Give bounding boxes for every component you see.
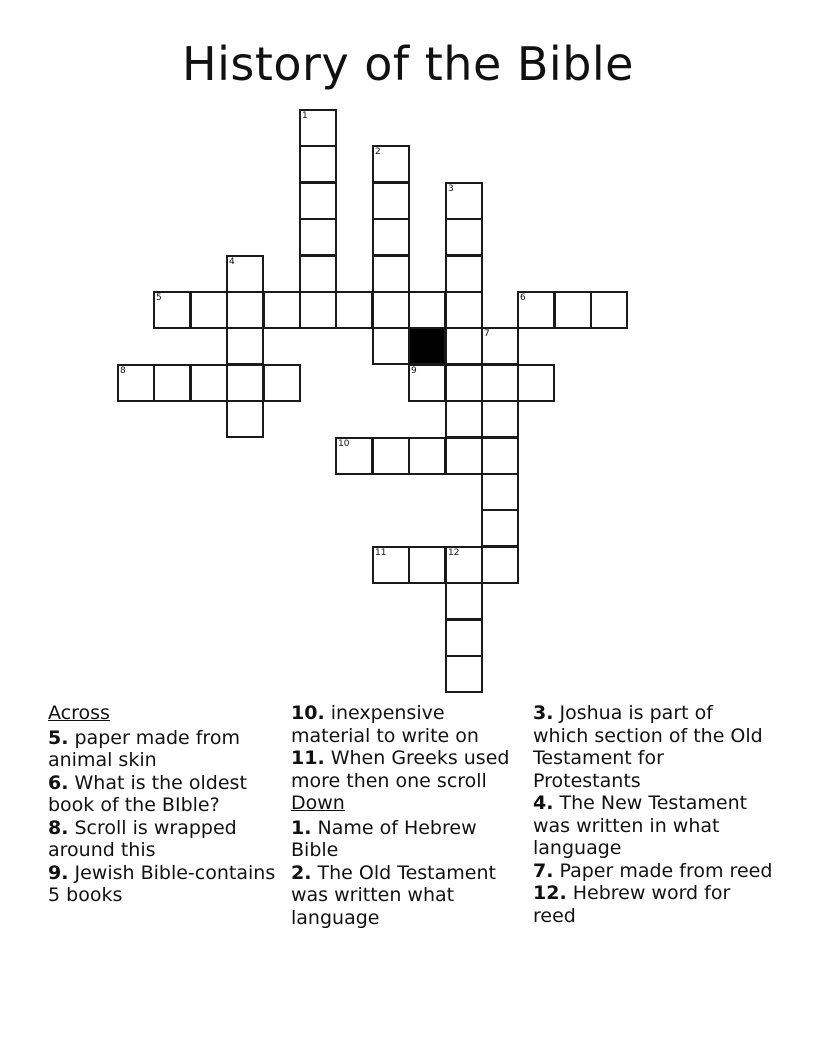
answer-cell[interactable] [517,364,555,402]
cell-number: 4 [229,257,235,267]
cell-number: 9 [411,366,417,376]
answer-cell[interactable] [372,437,410,475]
clue-across-9 [48,862,284,907]
answer-cell[interactable] [153,291,191,329]
answer-cell[interactable] [517,291,555,329]
answer-cell[interactable] [226,291,264,329]
clue-text: When Greeks used more then one scroll [291,747,510,792]
answer-cell[interactable] [372,546,410,584]
clue-number: 5. [48,726,69,749]
answer-cell[interactable] [445,291,483,329]
clue-number: 6. [48,771,69,794]
clue-down-7 [533,860,773,883]
clue-number: 10. [291,702,325,724]
clue-across-5 [48,727,284,772]
answer-cell[interactable] [408,546,446,584]
answer-cell[interactable] [226,400,264,438]
clue-number: 9. [48,861,69,884]
answer-cell[interactable] [335,437,373,475]
clue-number: 7. [533,859,554,882]
answer-cell[interactable] [190,291,228,329]
answer-cell[interactable] [554,291,592,329]
down-heading: Down [291,792,345,814]
answer-cell[interactable] [226,327,264,365]
answer-cell[interactable] [445,619,483,657]
answer-cell[interactable] [226,255,264,293]
answer-cell[interactable] [226,364,264,402]
answer-cell[interactable] [445,400,483,438]
answer-cell[interactable] [299,255,337,293]
answer-cell[interactable] [372,255,410,293]
answer-cell[interactable] [481,473,519,511]
clue-number: 2. [291,861,312,884]
answer-cell[interactable] [335,291,373,329]
clue-text: The New Testament was written in what language [533,792,748,859]
answer-cell[interactable] [372,182,410,220]
answer-cell[interactable] [445,255,483,293]
answer-cell[interactable] [190,364,228,402]
clue-down-2 [291,862,527,930]
answer-cell[interactable] [299,145,337,183]
blocked-cell [408,327,446,365]
answer-cell[interactable] [445,364,483,402]
clue-column-2 [291,702,527,929]
clue-down-1 [291,817,527,862]
cell-number: 1 [302,111,308,121]
answer-cell[interactable] [263,291,301,329]
answer-cell[interactable] [408,364,446,402]
answer-cell[interactable] [372,327,410,365]
clue-column-3 [533,702,773,927]
cell-number: 6 [520,293,526,303]
clue-number: 3. [533,702,554,724]
answer-cell[interactable] [481,437,519,475]
clue-number: 4. [533,792,554,814]
answer-cell[interactable] [445,327,483,365]
answer-cell[interactable] [481,327,519,365]
answer-cell[interactable] [481,364,519,402]
cell-number: 12 [448,548,460,558]
cell-number: 8 [120,366,126,376]
answer-cell[interactable] [153,364,191,402]
clue-down-12 [533,882,773,927]
answer-cell[interactable] [445,655,483,693]
clue-text: inexpensive material to write on [291,702,479,747]
answer-cell[interactable] [408,437,446,475]
clue-number: 1. [291,816,312,839]
cell-number: 5 [156,293,162,303]
answer-cell[interactable] [445,582,483,620]
answer-cell[interactable] [117,364,155,402]
clue-text: Paper made from reed [559,859,773,882]
clue-text: paper made from animal skin [48,726,240,771]
answer-cell[interactable] [372,218,410,256]
answer-cell[interactable] [445,546,483,584]
clue-text: What is the oldest book of the BIble? [48,771,247,816]
clue-text: The Old Testament was written what language [291,861,496,929]
clue-column-1 [48,702,284,907]
answer-cell[interactable] [299,182,337,220]
clue-number: 8. [48,816,69,839]
cell-number: 2 [375,147,381,157]
answer-cell[interactable] [299,291,337,329]
clue-number: 12. [533,882,567,904]
clue-down-3 [533,702,773,792]
answer-cell[interactable] [263,364,301,402]
clue-number: 11. [291,747,325,769]
across-heading: Across [48,702,110,724]
cell-number: 11 [375,548,387,558]
answer-cell[interactable] [408,291,446,329]
clue-across-11 [291,747,527,792]
cell-number: 3 [448,184,454,194]
answer-cell[interactable] [481,400,519,438]
answer-cell[interactable] [445,437,483,475]
answer-cell[interactable] [445,218,483,256]
answer-cell[interactable] [299,109,337,147]
clue-text: Jewish Bible-contains 5 books [48,861,276,906]
answer-cell[interactable] [372,291,410,329]
clue-across-8 [48,817,284,862]
answer-cell[interactable] [299,218,337,256]
clue-text: Hebrew word for reed [533,882,731,927]
clue-text: Joshua is part of which section of the Old Testament for Protestants [533,702,763,792]
clue-across-6 [48,772,284,817]
clue-across-10 [291,702,527,747]
clue-text: Scroll is wrapped around this [48,816,237,861]
answer-cell[interactable] [590,291,628,329]
answer-cell[interactable] [481,509,519,547]
cell-number: 7 [484,329,490,339]
cell-number: 10 [338,439,350,449]
page-title: History of the Bible [182,37,634,91]
answer-cell[interactable] [481,546,519,584]
answer-cell[interactable] [445,182,483,220]
clue-down-4 [533,792,773,860]
answer-cell[interactable] [372,145,410,183]
clue-text: Name of Hebrew Bible [291,816,477,861]
